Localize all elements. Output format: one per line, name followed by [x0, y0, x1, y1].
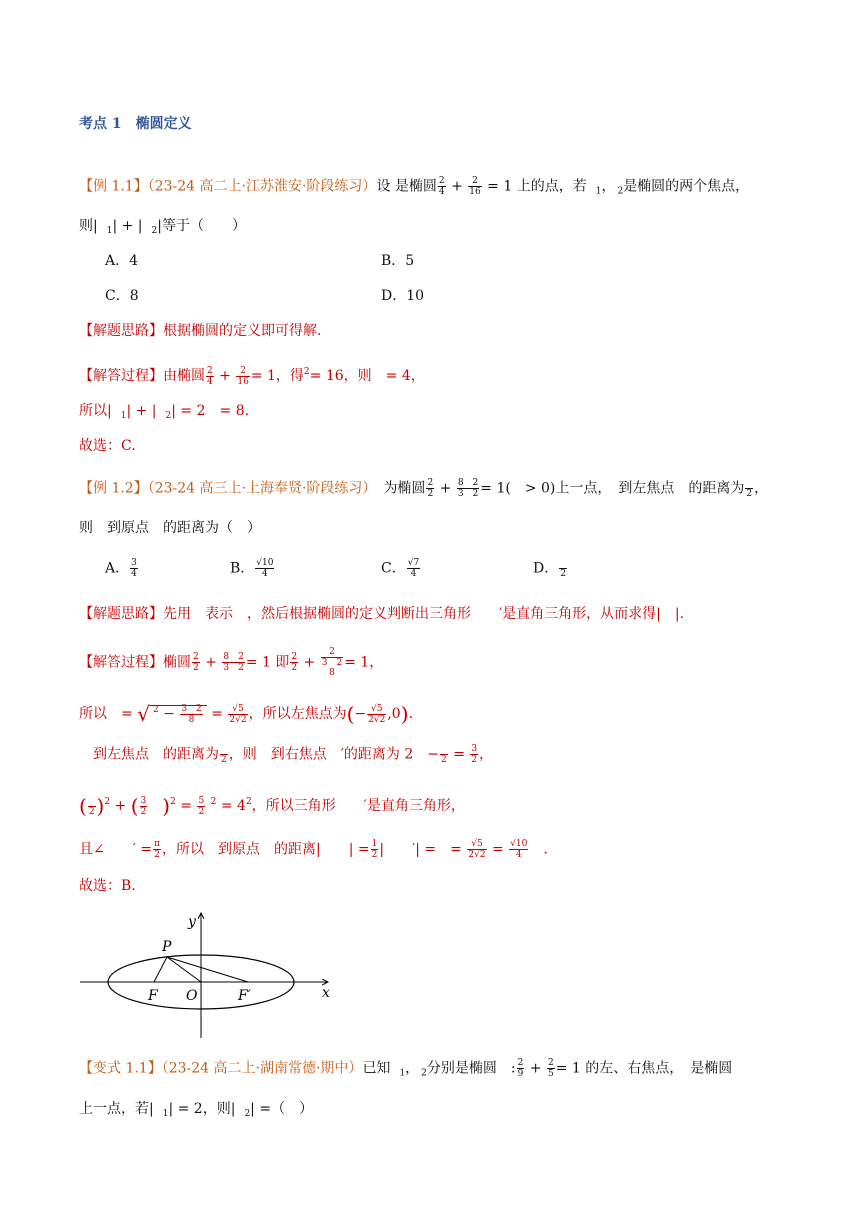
label-P: P [162, 939, 172, 955]
variant-1-1-stem-line2: 上一点，若| $_1$| = 2，则| $_2$| =（ ） [79, 1101, 314, 1119]
idea-tag: 【解题思路】 [79, 606, 163, 622]
solution-line-3: 到左焦点 的距离为 2 ，则 到右焦点 ′的距离为 2 − 2 = $\frac{3}{2}$ ， [79, 744, 494, 765]
solution-line-5: 且∠ ′ = $\frac{\pi}{2}$ ，所以 到原点 的距离| | = $\frac{1}{2}$ | ′| = = $\frac{√5}{2√2}$ = $\frac{√10}{4}$ . [79, 839, 548, 860]
variant-source: （23-24 高二上·湖南常德·期中） [161, 1060, 363, 1077]
segment-PF [154, 957, 167, 982]
example-tag: 【例 1.2】 [79, 480, 148, 497]
choice-d[interactable]: D．10 [381, 288, 425, 304]
fraction: $\frac{2}{4}$ [438, 176, 445, 197]
example-1-1-stem-line2: 则| $_1$| + | $_2$|等于（ ） [79, 218, 246, 236]
choice-c[interactable]: C． $\frac{√7}{4}$ [381, 558, 420, 579]
answer: 故选：C. [79, 438, 136, 454]
segment-PF2 [167, 957, 248, 982]
idea-tag: 【解题思路】 [79, 323, 163, 339]
example-1-2-stem-line2: 则 到原点 的距离为（ ） [79, 520, 261, 536]
example-tag: 【例 1.1】 [79, 178, 148, 195]
solution-process: 【解答过程】由椭圆 $\frac{2}{4}$ + $\frac{2}{16}$ = 1，得$^2$= 16，则 = 4， [79, 365, 425, 387]
variant-tag: 【变式 1.1】 [79, 1060, 162, 1077]
solution-line-4: ( 2 )$^2$ + ( $\frac{3}{2}$ )$^2$ = $\frac{5}{2}$ $^2 = 4^2$，所以三角形 ′是直角三角形， [79, 794, 465, 818]
example-source: （23-24 高二上·江苏淮安·阶段练习） [147, 178, 377, 195]
choice-c[interactable]: C．8 [105, 288, 139, 304]
example-1-2-stem: 【例 1.2】（23-24 高三上·上海奉贤·阶段练习） 为椭圆 $\frac{2}{2}$ + $\frac{8 2}{3 2}$ = 1( > 0)上一点， 到左焦点 的距离为 2 ， [79, 478, 769, 499]
process-tag: 【解答过程】 [79, 368, 163, 384]
stem-text: 上的点，若 [516, 178, 587, 195]
example-source: （23-24 高三上·上海奉贤·阶段练习） [147, 480, 370, 497]
choice-a[interactable]: A． $\frac{3}{4}$ [105, 558, 137, 579]
ellipse-figure [70, 905, 350, 1040]
label-y: y [188, 914, 196, 930]
variant-1-1-stem: 【变式 1.1】（23-24 高二上·湖南常德·期中）已知 $_1$， $_2$分别是椭圆 : $\frac{2}{9}$ + $\frac{2}{5}$ = 1 的左、右焦点， 是椭圆 [79, 1058, 733, 1079]
solution-process-line2: 所以| $_1$| + | $_2$| = 2 = 8. [79, 403, 250, 421]
label-F: F [148, 988, 158, 1004]
segment-PO [167, 957, 201, 982]
solution-process: 【解答过程】椭圆 $\frac{2}{2}$ + $\frac{8 2}{3 2}$ = 1 即 $\frac{2}{2}$ + 2 3 2 8 = 1， [79, 647, 384, 678]
idea-text: 根据椭圆的定义即可得解. [163, 323, 322, 339]
solution-idea [79, 604, 684, 624]
fraction: $\frac{2}{16}$ [469, 176, 481, 197]
choice-b[interactable]: B． $\frac{√10}{4}$ [230, 558, 274, 579]
choice-a[interactable]: A．4 [105, 253, 139, 269]
choice-b[interactable]: B．5 [381, 253, 415, 269]
section-title: 考点 1 椭圆定义 [79, 116, 192, 132]
solution-idea [79, 321, 321, 341]
idea-text: 先用 表示 ，然后根据椭圆的定义判断出三角形 ′是直角三角形，从而求得| |. [163, 606, 685, 622]
label-F-prime: F′ [238, 988, 251, 1004]
example-1-1-stem: 【例 1.1】（23-24 高二上·江苏淮安·阶段练习）设 是椭圆 $\frac{2}{4}$ + $\frac{2}{16}$ = 1 上的点，若 $_1$， $_2$是椭圆的两个焦点， [79, 176, 750, 197]
stem-text: 设 是椭圆 [376, 178, 437, 195]
label-O: O [186, 988, 198, 1004]
stem-text: 是椭圆的两个焦点， [623, 178, 750, 195]
solution-line-2: 所以 = √ $^2$ − $\frac{3 2}{8}$ = $\frac{√5}{2√2}$ ，所以左焦点为(− $\frac{√5}{2√2}$ ,0). [79, 702, 413, 726]
answer: 故选：B. [79, 878, 136, 894]
label-x: x [322, 985, 330, 1001]
choice-d[interactable]: D． 2 [533, 558, 568, 579]
process-tag: 【解答过程】 [79, 654, 163, 671]
